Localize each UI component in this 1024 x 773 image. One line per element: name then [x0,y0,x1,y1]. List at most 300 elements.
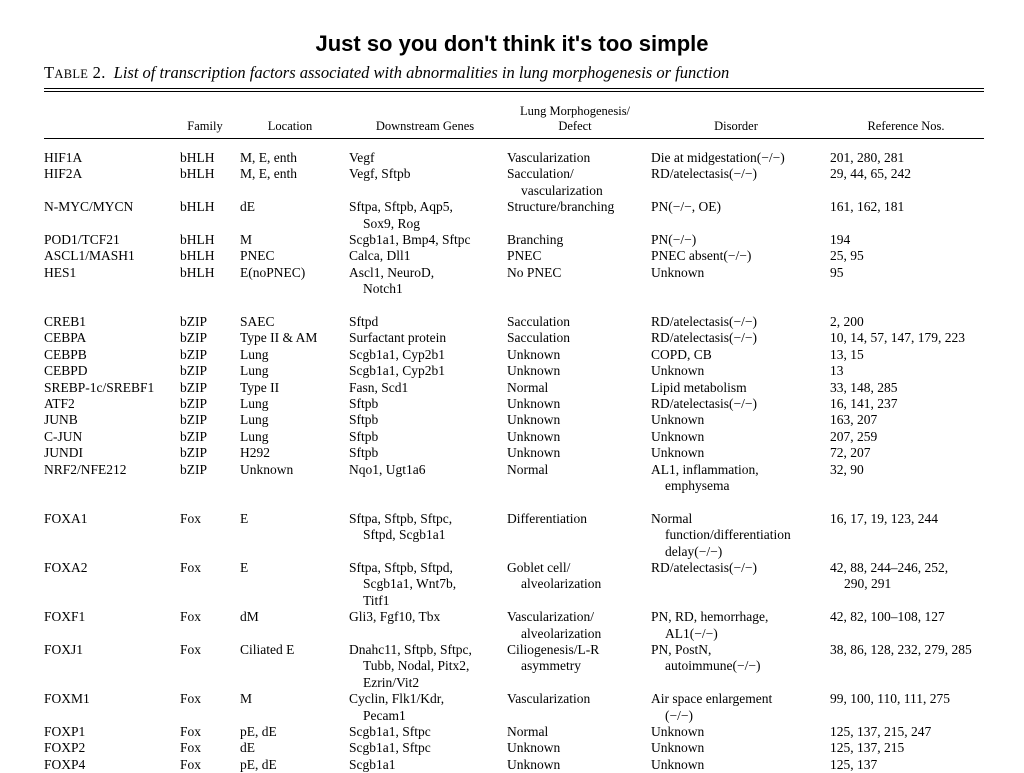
downstream-genes-line: Scgb1a1, Bmp4, Sftpc [349,232,471,247]
gene-location: Lung [240,396,269,411]
downstream-genes [349,642,472,691]
reference-nos [830,445,871,461]
disorder-line: function/differentiation [665,527,791,543]
gene-family: bZIP [180,428,207,444]
reference-nos-line: 125, 137, 215, 247 [830,724,932,739]
slide-title: Just so you don't think it's too simple [315,31,709,56]
reference-nos-line: 13, 15 [830,346,864,362]
gene-name: ATF2 [44,396,75,411]
reference-nos-line: 125, 137, 215 [830,740,905,756]
gene-family: bHLH [180,166,215,182]
downstream-genes-line: Calca, Dll1 [349,248,411,264]
disorder-line: Lipid metabolism [651,379,747,395]
table-row [0,232,1024,248]
lung-defect [507,380,548,396]
disorder [651,609,768,642]
disorder [651,396,757,412]
downstream-genes-line: Tubb, Nodal, Pitx2, [363,658,470,674]
reference-nos [830,740,904,756]
disorder [651,363,704,379]
gene-family: Fox [180,740,202,756]
table-row [0,724,1024,740]
downstream-genes-line: Titf1 [363,592,390,608]
table-top-rule [44,88,984,89]
downstream-genes-line: Sftpa, Sftpb, Aqp5, [349,199,453,215]
lung-defect-line: Sacculation [507,314,570,329]
reference-nos [830,380,898,396]
gene-name: C-JUN [44,428,83,444]
disorder [651,380,747,396]
disorder-line: Normal [651,510,693,526]
downstream-genes [349,724,431,740]
lung-defect-line: Unknown [507,396,561,411]
reference-nos-line: 99, 100, 110, 111, 275 [830,691,950,707]
downstream-genes-line: Scgb1a1 [349,756,396,772]
disorder-line: RD/atelectasis(−/−) [651,330,757,346]
table-row [0,363,1024,379]
lung-defect-line: Vascularization [507,691,591,707]
lung-defect-line: Unknown [507,346,561,362]
disorder-line: PN(−/−, OE) [651,199,721,215]
gene-location: dE [240,740,255,756]
lung-defect-line: Sacculation [507,330,570,346]
downstream-genes [349,380,408,396]
lung-defect [507,445,560,461]
lung-defect-line: alveolarization [521,625,602,641]
disorder [651,166,757,182]
gene-family: bHLH [180,264,215,280]
reference-nos [830,412,877,428]
downstream-genes [349,347,445,363]
table-row [0,511,1024,560]
downstream-genes-line: Fasn, Scd1 [349,379,409,395]
reference-nos-line: 290, 291 [844,576,892,592]
reference-nos [830,724,931,740]
disorder [651,199,721,215]
downstream-genes-line: Sftpa, Sftpb, Sftpc, [349,510,453,526]
lung-defect-line: Vascularization/ [507,609,594,625]
disorder-line: Air space enlargement [651,691,773,707]
disorder-line: Die at midgestation(−/−) [651,150,785,165]
gene-location: pE, dE [240,724,277,739]
lung-defect [507,265,561,281]
gene-family: bZIP [180,396,207,411]
lung-defect [507,412,560,428]
gene-name: CEBPA [44,330,87,346]
lung-defect [507,740,560,756]
downstream-genes [349,757,396,773]
lung-defect-line: Normal [507,724,549,739]
reference-nos [830,232,850,248]
table-top-rule-double [44,91,984,92]
disorder [651,560,757,576]
downstream-genes [349,150,375,166]
disorder-line: autoimmune(−/−) [665,658,761,674]
reference-nos-line: 161, 162, 181 [830,199,905,215]
gene-name: CEBPD [44,363,88,379]
disorder [651,445,704,461]
reference-nos [830,429,877,445]
gene-family: Fox [180,609,202,625]
downstream-genes-line: Sftpb [349,428,379,444]
downstream-genes-line: Scgb1a1, Sftpc [349,724,431,739]
reference-nos [830,757,877,773]
downstream-genes [349,199,453,232]
table-row [0,330,1024,346]
lung-defect [507,609,601,642]
lung-defect-line: PNEC [507,248,542,264]
downstream-genes [349,511,452,544]
lung-defect [507,347,560,363]
disorder [651,691,772,724]
table-row [0,642,1024,691]
reference-nos-line: 33, 148, 285 [830,379,898,395]
downstream-genes [349,363,445,379]
lung-defect [507,462,548,478]
downstream-genes [349,314,378,330]
disorder-line: PN, PostN, [651,642,712,657]
reference-nos [830,462,864,478]
reference-nos-line: 13 [830,363,844,379]
header-downstream-genes: Downstream Genes [375,119,475,133]
gene-location: Lung [240,428,269,444]
reference-nos-line: 163, 207 [830,412,878,428]
header-reference-nos: Reference Nos. [867,119,945,133]
downstream-genes-line: Scgb1a1, Wnt7b, [363,576,457,592]
lung-defect-line: Goblet cell/ [507,560,571,575]
disorder-line: (−/−) [665,707,693,723]
downstream-genes-line: Nqo1, Ugt1a6 [349,461,426,477]
lung-defect-line: vascularization [521,182,603,198]
downstream-genes [349,445,378,461]
gene-name: NRF2/NFE212 [44,461,127,477]
lung-defect-line: No PNEC [507,264,562,280]
gene-location: Unknown [240,461,294,477]
downstream-genes-line: Sftpb [349,445,379,461]
lung-defect-line: Unknown [507,740,561,756]
reference-nos-line: 72, 207 [830,445,871,461]
downstream-genes-line: Sftpd, Scgb1a1 [363,527,446,543]
downstream-genes [349,462,426,478]
gene-name: FOXP1 [44,724,86,739]
lung-defect-line: Sacculation/ [507,166,574,182]
downstream-genes [349,396,378,412]
header-disorder: Disorder [714,119,758,133]
disorder [651,150,785,166]
reference-nos-line: 2, 200 [830,314,864,329]
gene-name: CREB1 [44,314,87,329]
downstream-genes-line: Sftpd [349,314,379,329]
gene-name: JUNB [44,412,78,428]
reference-nos [830,396,898,412]
disorder-line: Unknown [651,740,705,756]
gene-location: M [240,232,253,247]
gene-location: pE, dE [240,756,277,772]
gene-location: Lung [240,412,269,428]
table-caption-text: List of transcription factors associated with abnormalities in lung morphogenesis or function [113,63,730,82]
table-row [0,265,1024,298]
lung-defect-line: Differentiation [507,510,587,526]
gene-family: bZIP [180,314,207,329]
gene-location: Lung [240,363,269,379]
disorder-line: Unknown [651,264,705,280]
gene-name: FOXP2 [44,740,86,756]
lung-defect-line: Normal [507,461,549,477]
disorder-line: delay(−/−) [665,543,723,559]
gene-name: HIF1A [44,150,83,165]
disorder [651,347,712,363]
reference-nos [830,642,972,658]
reference-nos-line: 16, 141, 237 [830,396,898,411]
lung-defect [507,248,542,264]
gene-name: CEBPB [44,346,87,362]
disorder-line: Unknown [651,445,705,461]
gene-family: bZIP [180,363,207,379]
table-row [0,347,1024,363]
gene-family: bZIP [180,412,207,428]
reference-nos [830,265,844,281]
downstream-genes [349,330,446,346]
disorder [651,330,757,346]
header-location: Location [267,119,313,133]
gene-location: Type II & AM [240,330,318,346]
gene-family: bZIP [180,445,207,461]
disorder [651,248,751,264]
table-row [0,445,1024,461]
table-row [0,199,1024,232]
gene-location: M [240,691,253,707]
gene-name: FOXA1 [44,510,88,526]
downstream-genes [349,232,471,248]
gene-name: FOXA2 [44,560,88,575]
gene-name: POD1/TCF21 [44,232,120,247]
gene-name: ASCL1/MASH1 [44,248,135,264]
table-row [0,691,1024,724]
gene-family: Fox [180,642,202,657]
reference-nos-line: 16, 17, 19, 123, 244 [830,510,938,526]
lung-defect [507,199,614,215]
gene-name: FOXF1 [44,609,86,625]
gene-family: bHLH [180,248,215,264]
table-row [0,412,1024,428]
reference-nos [830,150,904,166]
table-row [0,429,1024,445]
downstream-genes-line: Scgb1a1, Cyp2b1 [349,363,445,379]
reference-nos [830,560,948,593]
gene-location: H292 [240,445,270,461]
downstream-genes [349,609,440,625]
downstream-genes-line: Sftpa, Sftpb, Sftpd, [349,560,453,575]
table-row [0,314,1024,330]
gene-location: Type II [240,379,280,395]
disorder [651,429,704,445]
reference-nos [830,314,864,330]
table-row [0,462,1024,495]
gene-name: SREBP-1c/SREBF1 [44,379,155,395]
disorder-line: Unknown [651,756,705,772]
reference-nos-line: 29, 44, 65, 242 [830,166,911,182]
lung-defect [507,330,570,346]
table-row [0,166,1024,199]
reference-nos-line: 201, 280, 281 [830,150,905,165]
lung-defect [507,757,560,773]
lung-defect-line: Unknown [507,428,561,444]
reference-nos [830,347,864,363]
downstream-genes [349,248,410,264]
reference-nos-line: 32, 90 [830,461,864,477]
gene-family: bHLH [180,199,215,215]
gene-location: E [240,560,249,575]
table-header [0,104,1024,134]
reference-nos-line: 194 [830,232,851,247]
disorder [651,412,704,428]
downstream-genes-line: Sftpb [349,396,379,411]
downstream-genes-line: Gli3, Fgf10, Tbx [349,609,441,625]
lung-defect [507,511,587,527]
table-row [0,609,1024,642]
table-label: TABLE 2. [44,63,106,82]
disorder-line: RD/atelectasis(−/−) [651,560,757,575]
downstream-genes-line: Vegf [349,150,375,165]
disorder-line: Unknown [651,724,705,739]
lung-defect-line: Branching [507,232,564,247]
reference-nos [830,363,844,379]
downstream-genes [349,429,378,445]
header-lung-defect: Lung Morphogenesis/ Defect [519,104,631,133]
downstream-genes-line: Dnahc11, Sftpb, Sftpc, [349,642,472,657]
disorder [651,462,759,495]
table-row [0,150,1024,166]
disorder [651,740,704,756]
downstream-genes-line: Scgb1a1, Cyp2b1 [349,346,445,362]
gene-family: Fox [180,510,202,526]
table-header-rule [44,138,984,139]
disorder-line: PN, RD, hemorrhage, [651,609,769,625]
table-row [0,740,1024,756]
gene-location: dM [240,609,259,625]
disorder-line: Unknown [651,428,705,444]
table-row [0,380,1024,396]
disorder [651,642,760,675]
lung-defect [507,150,590,166]
disorder-line: Unknown [651,363,705,379]
reference-nos-line: 10, 14, 57, 147, 179, 223 [830,330,965,346]
gene-name: HIF2A [44,166,83,182]
lung-defect-line: Normal [507,379,549,395]
disorder [651,724,704,740]
gene-family: Fox [180,756,202,772]
gene-family: bHLH [180,150,215,165]
downstream-genes-line: Cyclin, Flk1/Kdr, [349,691,445,707]
downstream-genes-line: Surfactant protein [349,330,447,346]
disorder [651,757,704,773]
downstream-genes-line: Sox9, Rog [363,215,421,231]
downstream-genes [349,740,431,756]
lung-defect [507,560,601,593]
downstream-genes-line: Ezrin/Vit2 [363,674,420,690]
lung-defect [507,166,603,199]
downstream-genes [349,166,411,182]
gene-location: Lung [240,346,269,362]
gene-name: FOXP4 [44,756,86,772]
table-caption [44,63,729,84]
downstream-genes-line: Scgb1a1, Sftpc [349,740,431,756]
lung-defect [507,691,590,707]
reference-nos-line: 25, 95 [830,248,864,264]
header-family: Family [187,119,223,133]
downstream-genes-line: Notch1 [363,281,403,297]
gene-name: FOXJ1 [44,642,84,657]
gene-location: SAEC [240,314,275,329]
disorder-line: RD/atelectasis(−/−) [651,314,757,329]
lung-defect-line: Unknown [507,756,561,772]
reference-nos [830,166,911,182]
lung-defect [507,363,560,379]
gene-family: Fox [180,560,202,575]
table-row [0,396,1024,412]
gene-family: bHLH [180,232,215,247]
reference-nos [830,330,965,346]
downstream-genes-line: Pecam1 [363,707,406,723]
gene-family: bZIP [180,330,207,346]
disorder [651,232,696,248]
downstream-genes [349,691,444,724]
gene-location: Ciliated E [240,642,295,657]
lung-defect [507,232,563,248]
disorder-line: RD/atelectasis(−/−) [651,396,757,411]
disorder [651,265,704,281]
disorder-line: AL1(−/−) [665,625,718,641]
downstream-genes-line: Vegf, Sftpb [349,166,411,182]
reference-nos-line: 95 [830,264,844,280]
lung-defect-line: asymmetry [521,658,581,674]
reference-nos-line: 42, 82, 100–108, 127 [830,609,945,625]
downstream-genes [349,265,434,298]
disorder-line: emphysema [665,478,730,493]
lung-defect-line: Unknown [507,445,561,461]
table-row [0,248,1024,264]
disorder [651,314,757,330]
lung-defect [507,314,570,330]
gene-family: bZIP [180,461,207,477]
disorder-line: PNEC absent(−/−) [651,248,752,264]
disorder-line: RD/atelectasis(−/−) [651,166,757,182]
lung-defect [507,396,560,412]
downstream-genes [349,560,456,609]
table-row [0,560,1024,609]
downstream-genes-line: Ascl1, NeuroD, [349,264,435,280]
lung-defect-line: alveolarization [521,576,602,592]
lung-defect-line: Unknown [507,363,561,379]
gene-location: PNEC [240,248,275,264]
lung-defect [507,642,599,675]
reference-nos [830,691,950,707]
reference-nos [830,199,904,215]
gene-name: N-MYC/MYCN [44,199,134,215]
gene-family: bZIP [180,346,207,362]
lung-defect [507,724,548,740]
table-row [0,757,1024,773]
disorder [651,511,791,560]
downstream-genes-line: Sftpb [349,412,379,428]
lung-defect-line: Structure/branching [507,199,615,215]
gene-family: Fox [180,724,202,739]
reference-nos-line: 125, 137 [830,756,878,772]
gene-location: M, E, enth [240,150,297,165]
reference-nos-line: 38, 86, 128, 232, 279, 285 [830,642,972,657]
disorder-line: PN(−/−) [651,232,697,247]
lung-defect-line: Ciliogenesis/L-R [507,642,600,657]
